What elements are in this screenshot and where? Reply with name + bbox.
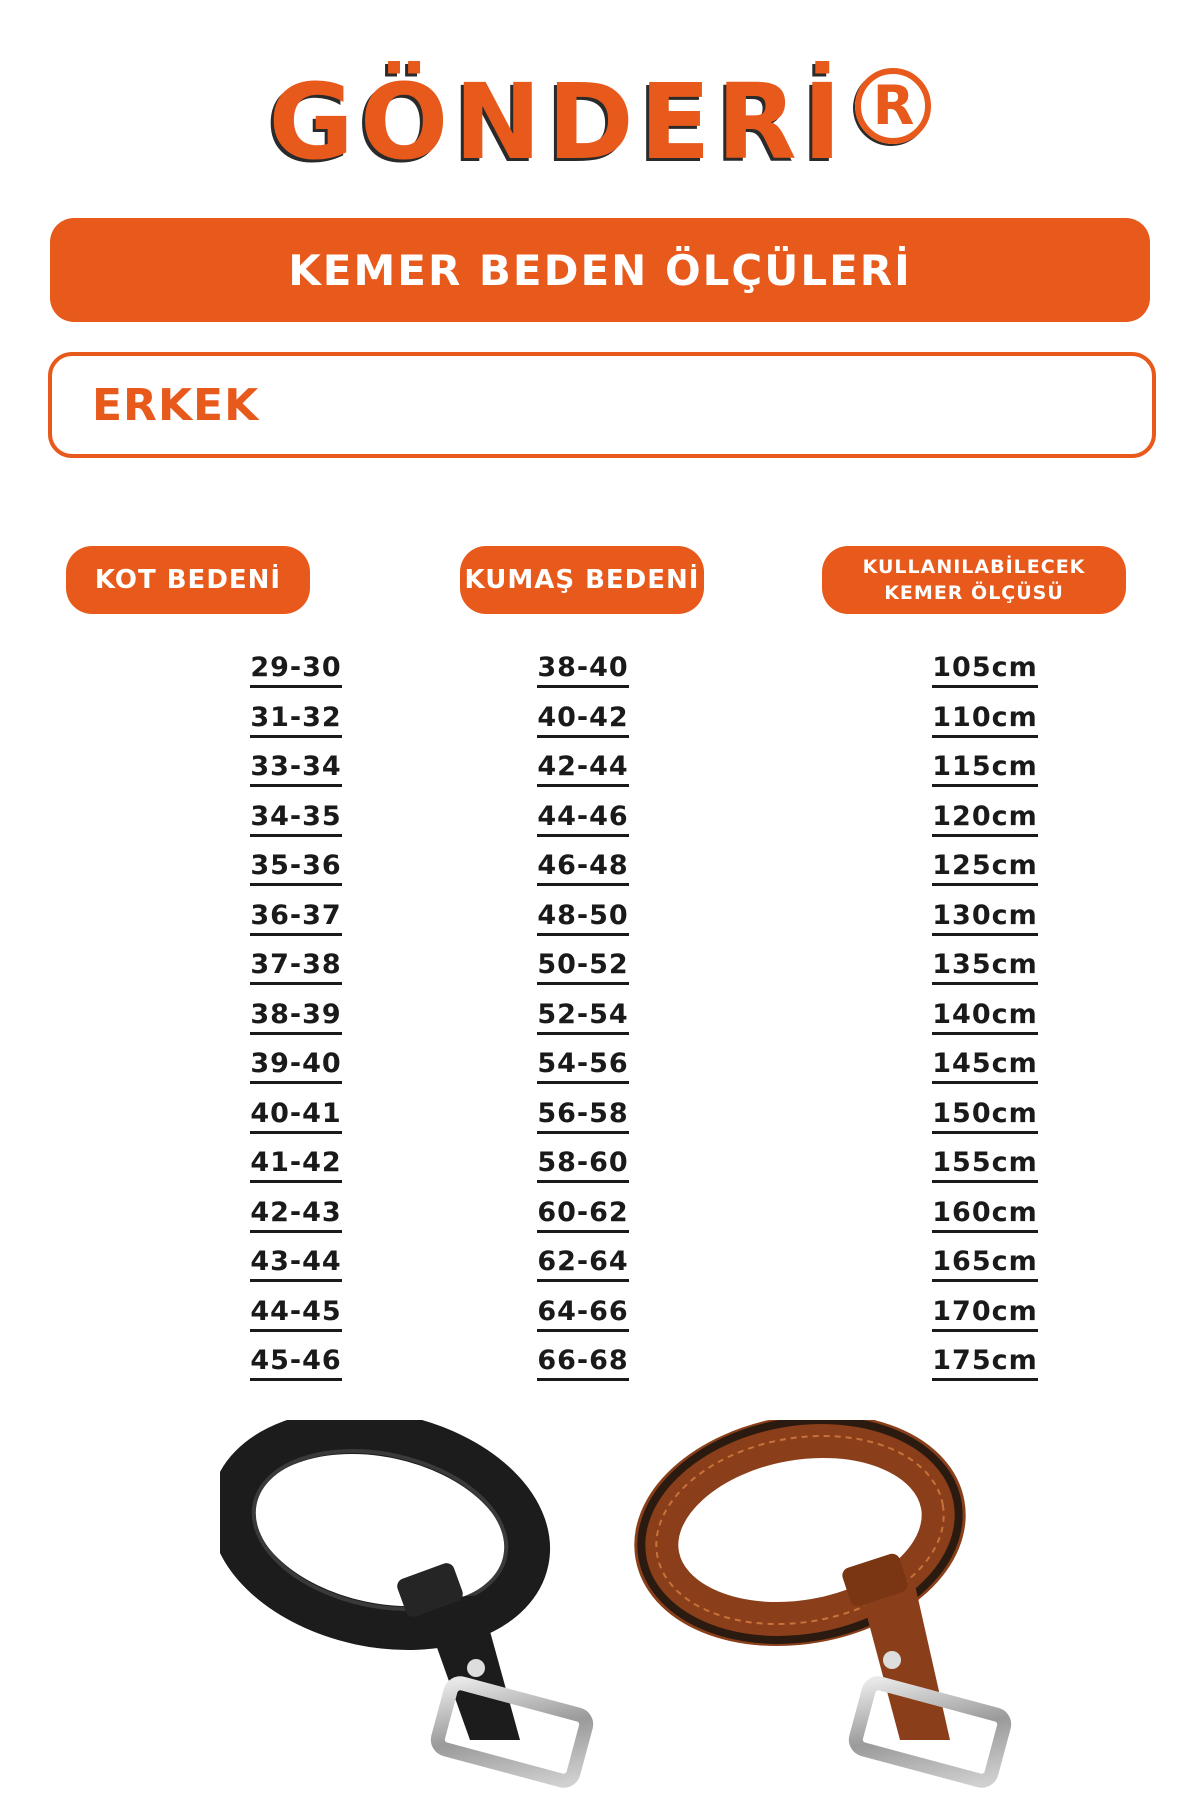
kumas-size-value: 50-52	[537, 949, 628, 985]
kemer-size-value: 150cm	[932, 1098, 1038, 1134]
kumas-size-value: 48-50	[537, 900, 628, 936]
kumas-size-value: 56-58	[537, 1098, 628, 1134]
kumas-size-row	[473, 949, 693, 999]
kemer-size-list	[875, 652, 1095, 1395]
kot-size-row	[186, 1345, 406, 1395]
kemer-size-value: 120cm	[932, 801, 1038, 837]
kemer-size-value: 115cm	[932, 751, 1038, 787]
kemer-size-value: 105cm	[932, 652, 1038, 688]
kumas-size-value: 46-48	[537, 850, 628, 886]
kumas-size-value: 62-64	[537, 1246, 628, 1282]
kot-size-row	[186, 1197, 406, 1247]
page-title: KEMER BEDEN ÖLÇÜLERİ	[50, 218, 1150, 322]
kumas-size-row	[473, 801, 693, 851]
kemer-size-value: 170cm	[932, 1296, 1038, 1332]
kot-size-row	[186, 1147, 406, 1197]
kot-size-row	[186, 850, 406, 900]
kemer-size-row	[875, 1147, 1095, 1197]
kot-size-row	[186, 652, 406, 702]
kumas-size-row	[473, 1246, 693, 1296]
kumas-size-row	[473, 1147, 693, 1197]
kumas-size-row	[473, 850, 693, 900]
kumas-size-row	[473, 1345, 693, 1395]
section-label: ERKEK	[92, 379, 260, 431]
kemer-size-row	[875, 900, 1095, 950]
kumas-size-row	[473, 1048, 693, 1098]
section-header	[48, 352, 1156, 458]
kot-size-value: 41-42	[250, 1147, 341, 1183]
kemer-size-value: 155cm	[932, 1147, 1038, 1183]
kumas-size-value: 44-46	[537, 801, 628, 837]
column-header-kemer-line1: KULLANILABİLECEK	[862, 556, 1086, 578]
kot-size-row	[186, 702, 406, 752]
kot-size-row	[186, 751, 406, 801]
kumas-size-value: 66-68	[537, 1345, 628, 1381]
registered-mark-icon: R	[855, 68, 931, 144]
kemer-size-row	[875, 702, 1095, 752]
kot-size-row	[186, 1246, 406, 1296]
kot-size-value: 33-34	[250, 751, 341, 787]
kumas-size-value: 40-42	[537, 702, 628, 738]
kot-size-value: 31-32	[250, 702, 341, 738]
brown-belt-image	[630, 1420, 1050, 1800]
kumas-size-value: 64-66	[537, 1296, 628, 1332]
kot-size-row	[186, 1296, 406, 1346]
brand-logo	[0, 62, 1200, 182]
kot-size-value: 45-46	[250, 1345, 341, 1381]
kot-size-value: 37-38	[250, 949, 341, 985]
kot-size-value: 29-30	[250, 652, 341, 688]
kemer-size-row	[875, 1246, 1095, 1296]
kumas-size-value: 58-60	[537, 1147, 628, 1183]
black-belt-image	[220, 1420, 640, 1800]
kemer-size-value: 110cm	[932, 702, 1038, 738]
kot-size-value: 44-45	[250, 1296, 341, 1332]
column-header-kemer-line2: KEMER ÖLÇÜSÜ	[884, 582, 1064, 604]
kemer-size-value: 160cm	[932, 1197, 1038, 1233]
kumas-size-value: 52-54	[537, 999, 628, 1035]
kot-size-row	[186, 999, 406, 1049]
kemer-size-row	[875, 949, 1095, 999]
kemer-size-row	[875, 652, 1095, 702]
kot-size-row	[186, 801, 406, 851]
kemer-size-value: 135cm	[932, 949, 1038, 985]
kemer-size-row	[875, 1296, 1095, 1346]
kumas-size-row	[473, 652, 693, 702]
kemer-size-row	[875, 801, 1095, 851]
kot-size-row	[186, 1098, 406, 1148]
kumas-size-row	[473, 1098, 693, 1148]
kumas-size-row	[473, 1296, 693, 1346]
kemer-size-value: 125cm	[932, 850, 1038, 886]
kumas-size-value: 38-40	[537, 652, 628, 688]
kumas-size-row	[473, 751, 693, 801]
kumas-size-value: 54-56	[537, 1048, 628, 1084]
kumas-size-row	[473, 999, 693, 1049]
kumas-size-value: 42-44	[537, 751, 628, 787]
kot-size-value: 40-41	[250, 1098, 341, 1134]
kot-size-value: 36-37	[250, 900, 341, 936]
kemer-size-row	[875, 751, 1095, 801]
kemer-size-row	[875, 1048, 1095, 1098]
kumas-size-row	[473, 702, 693, 752]
kemer-size-value: 130cm	[932, 900, 1038, 936]
kumas-size-row	[473, 1197, 693, 1247]
kumas-size-list	[473, 652, 693, 1395]
kot-size-row	[186, 1048, 406, 1098]
kemer-size-value: 145cm	[932, 1048, 1038, 1084]
column-header-kumas: KUMAŞ BEDENİ	[460, 546, 704, 614]
kemer-size-row	[875, 850, 1095, 900]
column-header-kemer	[822, 546, 1126, 614]
brand-name: GÖNDERİ	[268, 61, 848, 183]
kot-size-row	[186, 900, 406, 950]
kemer-size-row	[875, 999, 1095, 1049]
kot-size-value: 42-43	[250, 1197, 341, 1233]
kemer-size-row	[875, 1345, 1095, 1395]
kot-size-value: 39-40	[250, 1048, 341, 1084]
kumas-size-row	[473, 900, 693, 950]
kemer-size-value: 175cm	[932, 1345, 1038, 1381]
kot-size-value: 35-36	[250, 850, 341, 886]
kemer-size-row	[875, 1197, 1095, 1247]
kemer-size-value: 165cm	[932, 1246, 1038, 1282]
column-header-kot: KOT BEDENİ	[66, 546, 310, 614]
kemer-size-row	[875, 1098, 1095, 1148]
kot-size-list	[186, 652, 406, 1395]
kumas-size-value: 60-62	[537, 1197, 628, 1233]
kot-size-value: 43-44	[250, 1246, 341, 1282]
kot-size-value: 34-35	[250, 801, 341, 837]
kot-size-value: 38-39	[250, 999, 341, 1035]
kemer-size-value: 140cm	[932, 999, 1038, 1035]
kot-size-row	[186, 949, 406, 999]
